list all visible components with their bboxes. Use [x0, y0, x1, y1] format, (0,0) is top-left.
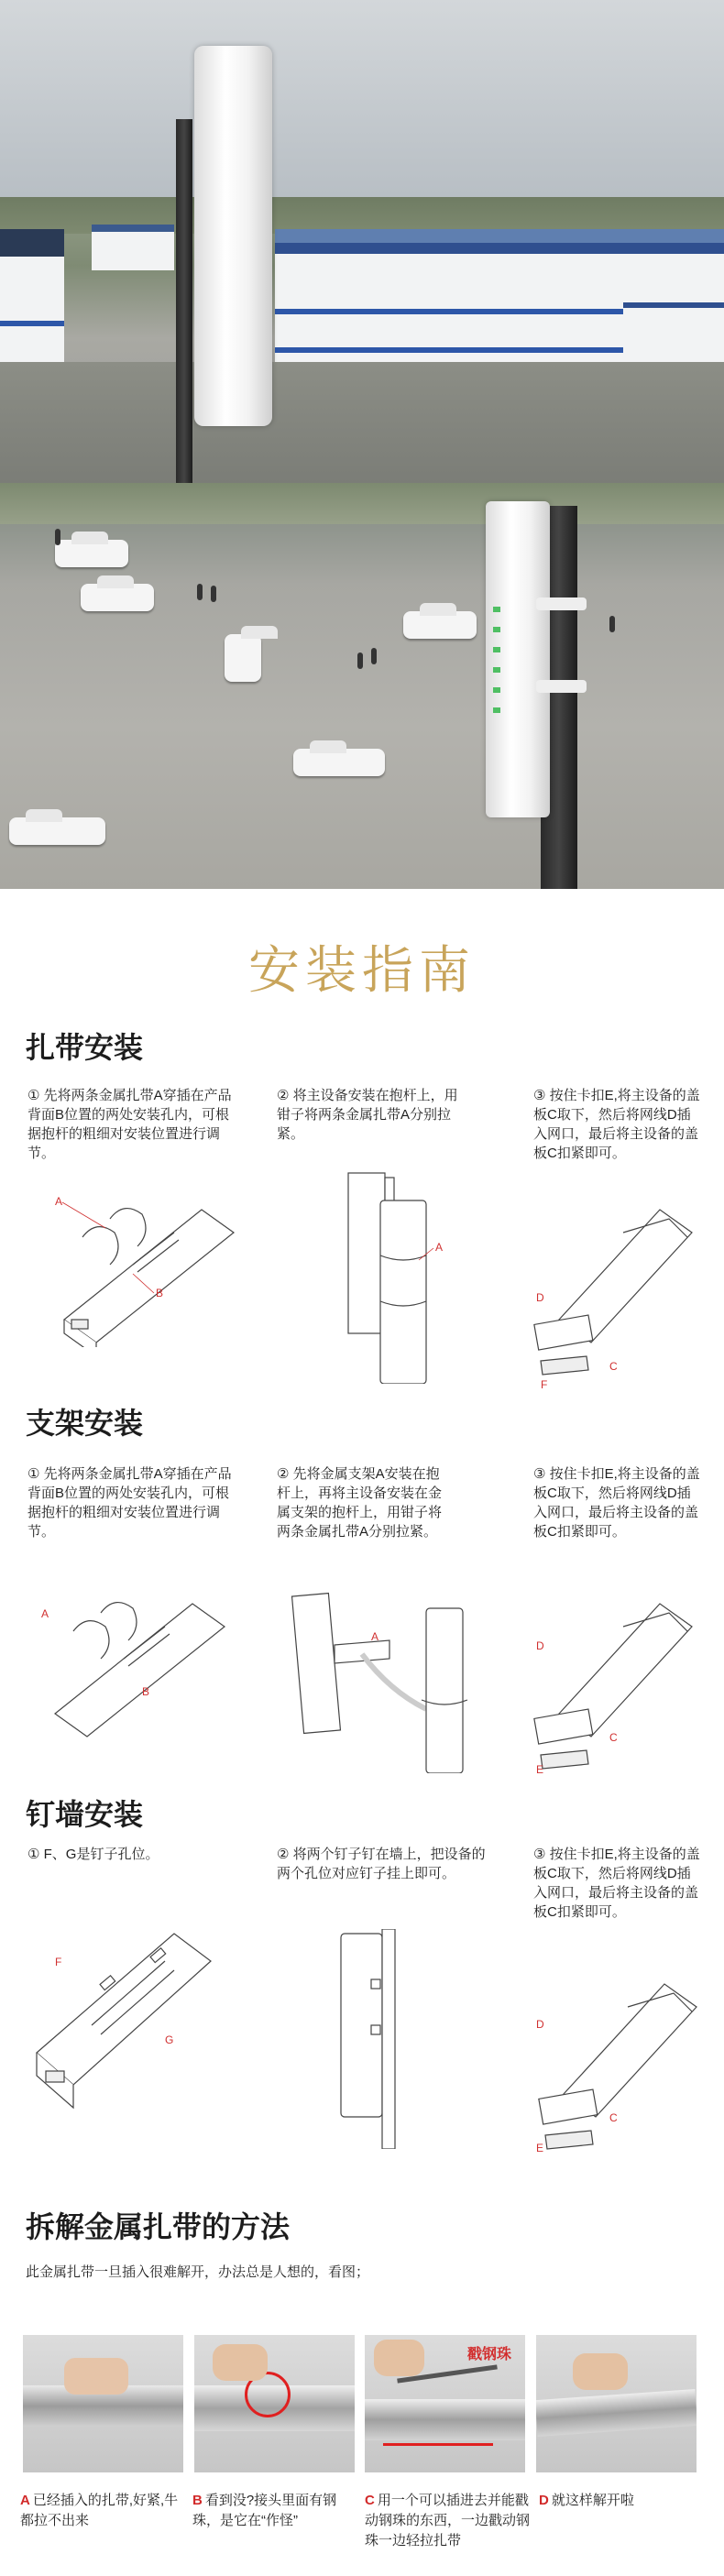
- label-e: E: [536, 2142, 544, 2154]
- diagram-bracket-step3: [522, 1576, 706, 1787]
- sky: [0, 0, 724, 211]
- section-title-removal: 拆解金属扎带的方法: [26, 2210, 291, 2243]
- hand: [64, 2358, 128, 2395]
- pull-arrow: [383, 2443, 493, 2446]
- step-text: ② 将两个钉子钉在墙上，把设备的两个孔位对应钉子挂上即可。: [277, 1847, 486, 1881]
- step-text: ① F、G是钉子孔位。: [27, 1847, 159, 1862]
- step-text: ③ 按住卡扣E,将主设备的盖板C取下，然后将网线D插入网口，最后将主设备的盖板C扣紧即可。: [533, 1847, 700, 1920]
- hand: [213, 2344, 268, 2381]
- step-text: ③ 按住卡扣E,将主设备的盖板C取下，然后将网线D插入网口，最后将主设备的盖板C扣紧即可。: [533, 1466, 700, 1540]
- step-text: ① 先将两条金属扎带A穿插在产品背面B位置的两处安装孔内，可根据抱杆的粗细对安装位置进行调节。: [27, 1088, 232, 1161]
- removal-description: 此金属扎带一旦插入很难解开，办法总是人想的，看图；: [26, 2264, 370, 2280]
- diagram-strap-step3: [522, 1182, 706, 1393]
- car: [403, 611, 477, 639]
- caption-c: C 用一个可以插进去并能戳动钢珠的东西，一边戳动钢珠一边轻拉扎带: [365, 2493, 531, 2549]
- step-text: ② 将主设备安装在抱杆上，用钳子将两条金属扎带A分别拉紧。: [277, 1088, 458, 1142]
- hand: [374, 2340, 424, 2376]
- diagram-wall-step2: [339, 1929, 422, 2149]
- diagram-wall-step3: [527, 1957, 710, 2167]
- label-b: B: [156, 1287, 164, 1299]
- diagram-wall-step1: [18, 1915, 229, 2117]
- car: [9, 817, 105, 845]
- photo-label-poke-ball: 戳钢珠: [467, 2347, 512, 2362]
- section-title-wall: 钉墙安装: [26, 1798, 144, 1831]
- led-indicators: [493, 607, 500, 717]
- product-photo-parking: [0, 483, 724, 889]
- antenna-device: [194, 46, 272, 426]
- label-d: D: [536, 2018, 544, 2031]
- diagram-strap-step2: [316, 1164, 454, 1384]
- label-f: F: [55, 1956, 62, 1968]
- label-a: A: [41, 1607, 49, 1620]
- removal-photo-d: [536, 2335, 697, 2472]
- label-c: C: [609, 1360, 618, 1373]
- caption-a: A 已经插入的扎带,好紧,牛都拉不出来: [20, 2493, 179, 2528]
- label-d: D: [536, 1639, 544, 1652]
- rooftop-floor: [0, 362, 724, 483]
- diagram-strap-step1: [46, 1182, 238, 1347]
- diagram-bracket-step1: [37, 1576, 229, 1741]
- label-a: A: [435, 1241, 444, 1254]
- label-e: E: [536, 1763, 544, 1776]
- car: [81, 584, 154, 611]
- step-text: ② 先将金属支架A安装在抱杆上，再将主设备安装在金属支架的抱杆上，用钳子将两条金属扎带A分别拉紧。: [277, 1466, 443, 1540]
- diagram-bracket-step2: [289, 1590, 481, 1773]
- label-c: C: [609, 2111, 618, 2124]
- label-a: A: [55, 1195, 63, 1208]
- car: [55, 540, 128, 567]
- label-d: D: [536, 1291, 544, 1304]
- product-photo-rooftop: [0, 0, 724, 483]
- removal-photo-a: [23, 2335, 183, 2472]
- label-g: G: [165, 2033, 174, 2046]
- section-title-strap: 扎带安装: [26, 1031, 144, 1064]
- page-title: 安装指南: [248, 941, 476, 999]
- section-title-bracket: 支架安装: [26, 1407, 144, 1440]
- car: [293, 749, 385, 776]
- removal-photo-b: [194, 2335, 355, 2472]
- label-a: A: [371, 1630, 379, 1643]
- label-f: F: [541, 1378, 548, 1391]
- caption-d: D 就这样解开啦: [539, 2493, 634, 2508]
- car: [225, 634, 261, 682]
- label-c: C: [609, 1731, 618, 1744]
- caption-b: B 看到没?接头里面有钢珠，是它在“作怪”: [192, 2493, 337, 2528]
- step-text: ① 先将两条金属扎带A穿插在产品背面B位置的两处安装孔内，可根据抱杆的粗细对安装位置进行调节。: [27, 1466, 232, 1540]
- mount-pole: [176, 119, 192, 483]
- step-text: ③ 按住卡扣E,将主设备的盖板C取下，然后将网线D插入网口，最后将主设备的盖板C扣紧即可。: [533, 1088, 700, 1161]
- hand: [573, 2353, 628, 2390]
- label-b: B: [142, 1685, 150, 1698]
